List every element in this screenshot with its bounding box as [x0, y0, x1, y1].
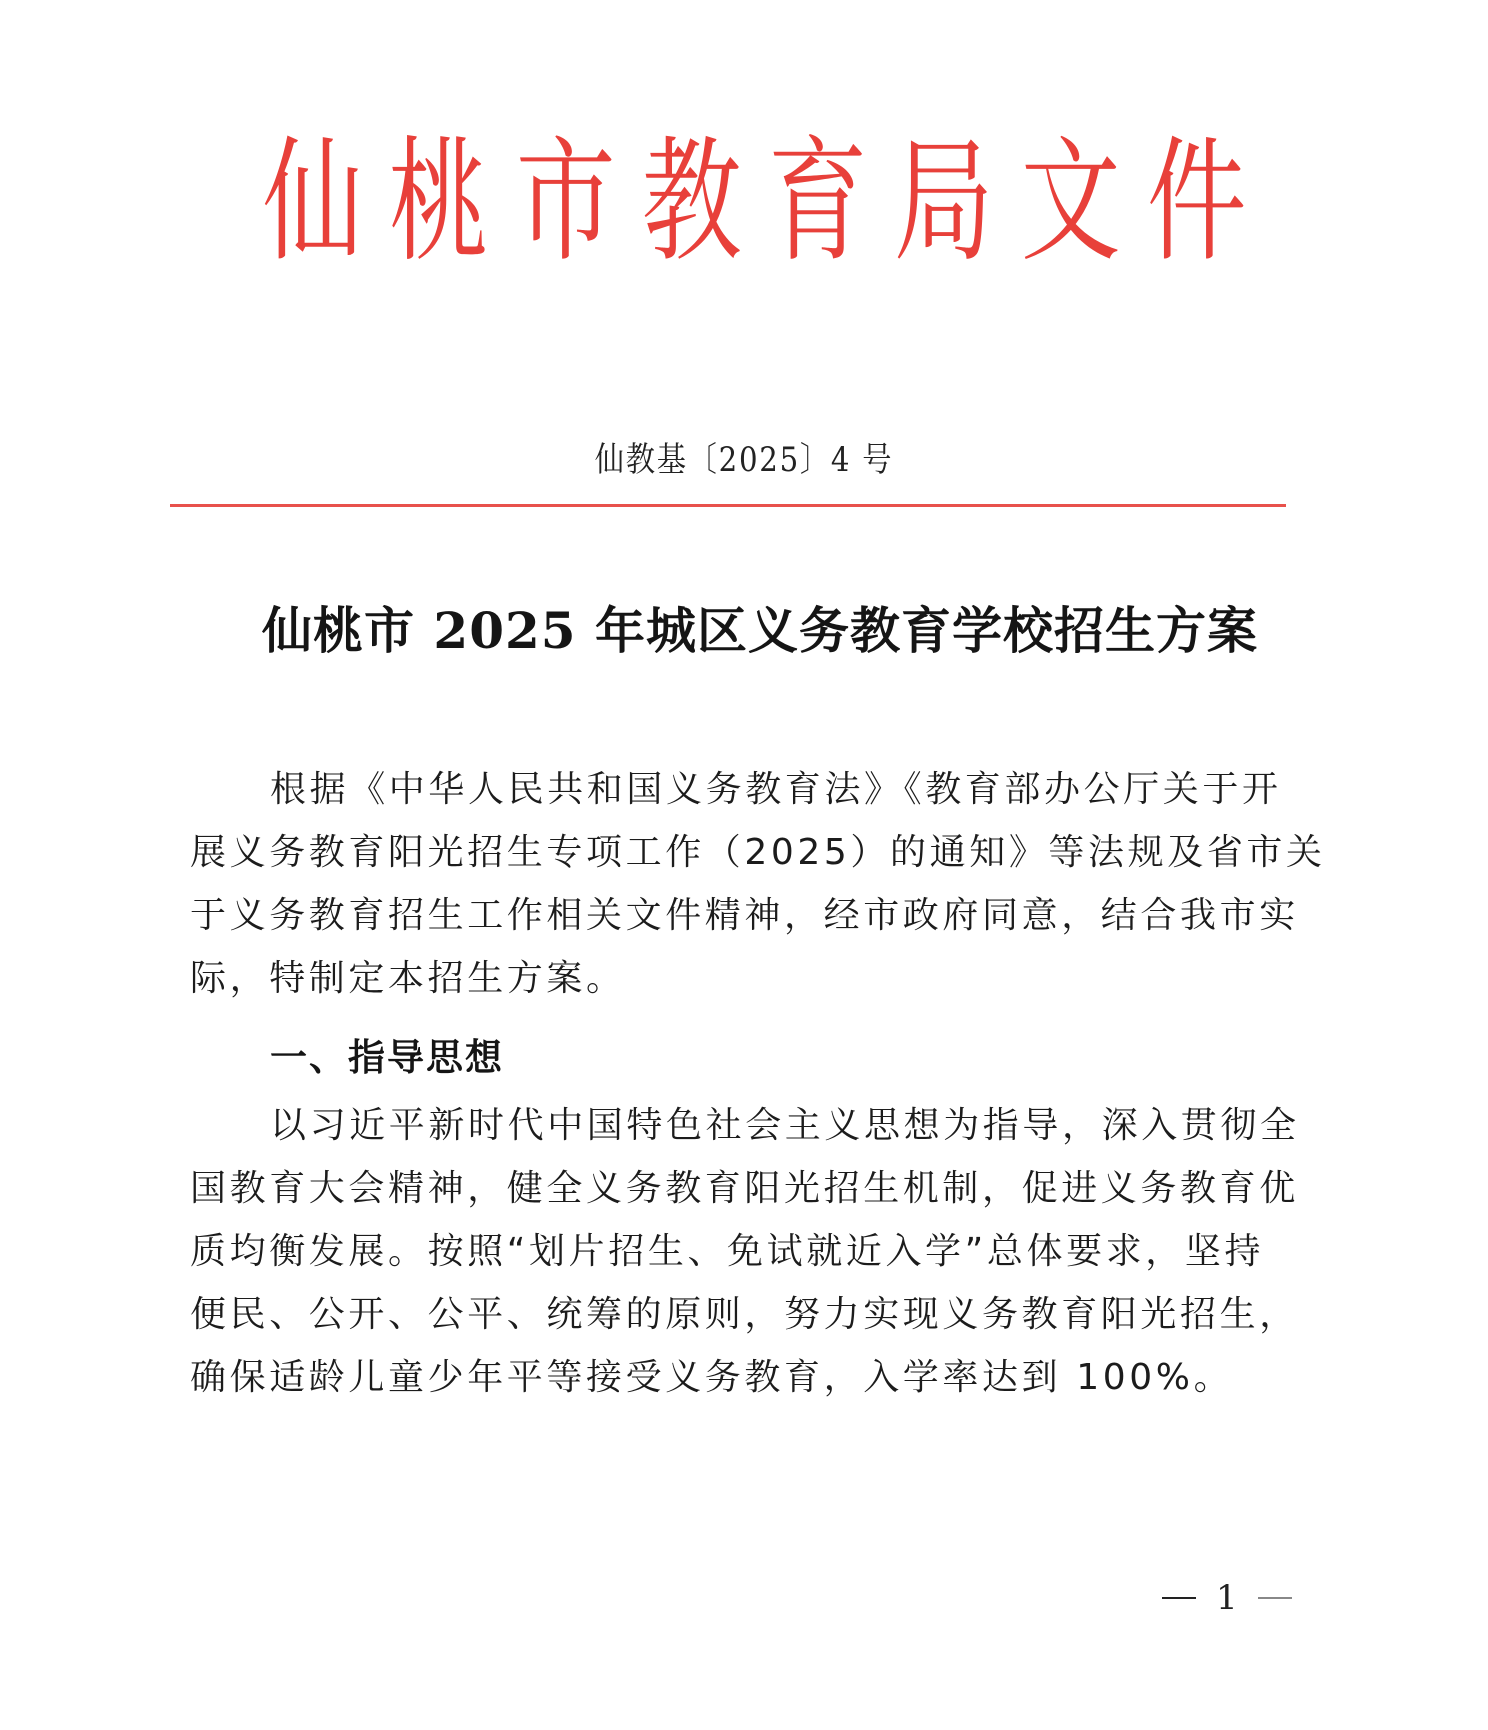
masthead-char: 件 — [1146, 124, 1247, 281]
paragraph-line: 于义务教育招生工作相关文件精神，经市政府同意，结合我市实 — [190, 895, 1299, 936]
paragraph-line: 根据《中华人民共和国义务教育法》《教育部办公厅关于开 — [270, 769, 1282, 810]
paragraph-line: 国教育大会精神，健全义务教育阳光招生机制，促进义务教育优 — [190, 1168, 1299, 1209]
page-number — [1162, 1578, 1292, 1618]
masthead-char: 局 — [894, 124, 995, 281]
masthead-title — [250, 118, 1250, 288]
masthead-char: 桃 — [389, 124, 489, 281]
paragraph-line: 质均衡发展。按照“划片招生、免试就近入学”总体要求，坚持 — [190, 1231, 1265, 1272]
masthead-char: 市 — [515, 124, 616, 281]
dash-left — [1162, 1597, 1196, 1599]
document-number: 仙教基〔2025〕4 号 — [594, 440, 894, 480]
paragraph-line: 际，特制定本招生方案。 — [190, 958, 626, 999]
page-number-value: 1 — [1216, 1578, 1238, 1618]
masthead-char: 教 — [641, 124, 742, 281]
section-heading: 一、指导思想 — [270, 1036, 504, 1079]
red-divider-rule — [170, 504, 1286, 507]
masthead-char: 育 — [767, 124, 868, 281]
paragraph-line: 便民、公开、公平、统筹的原则，努力实现义务教育阳光招生， — [190, 1294, 1299, 1335]
paragraph-line: 确保适龄儿童少年平等接受义务教育，入学率达到 100%。 — [190, 1357, 1234, 1398]
paragraph-line: 展义务教育阳光招生专项工作（2025）的通知》等法规及省市关 — [190, 832, 1326, 873]
document-title: 仙桃市 2025 年城区义务教育学校招生方案 — [262, 601, 1258, 660]
dash-right — [1258, 1597, 1292, 1599]
paragraph-line: 以习近平新时代中国特色社会主义思想为指导，深入贯彻全 — [270, 1105, 1300, 1146]
masthead-char: 文 — [1020, 124, 1121, 281]
masthead-char: 仙 — [262, 124, 363, 281]
